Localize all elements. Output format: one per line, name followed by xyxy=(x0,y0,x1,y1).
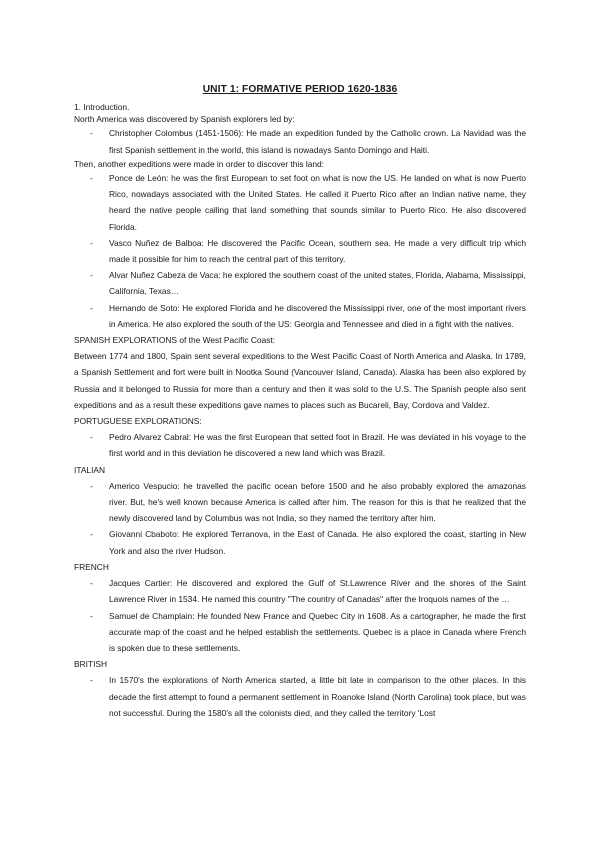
section-heading-portuguese: PORTUGUESE EXPLORATIONS: xyxy=(74,416,202,427)
list-item-text: Ponce de León: he was the first European to set foot on what is now the US. He landed on what is now Puerto Rico, nowadays associated with the United States. He called it Puerto Rico after an Indian native name, they heard the native people calling that land something that sounds similar to Puerto Rico. He also discovered Florida. xyxy=(109,173,526,232)
list-item xyxy=(74,170,526,235)
section-heading-italian: ITALIAN xyxy=(74,464,106,475)
bullet-dash: - xyxy=(90,128,93,139)
bullet-dash: - xyxy=(90,675,93,686)
bullet-dash: - xyxy=(90,270,93,281)
list-item-text: Vasco Nuñez de Balboa: He discovered the Pacific Ocean, southern sea. He made a very difficult trip which made it possible for him to reach the central part of this territory. xyxy=(109,237,526,265)
bullet-dash: - xyxy=(90,302,93,313)
list-item xyxy=(74,300,526,332)
section-heading-introduction: 1. Introduction. xyxy=(74,102,130,112)
list-item-text: Christopher Colombus (1451-1506): He made an expedition funded by the Catholic crown. La Navidad was the first Spanish settlement in the world, this island is nowadays Santo Domingo and Haiti. xyxy=(109,128,526,155)
bullet-dash: - xyxy=(90,237,93,248)
list-item xyxy=(74,575,526,607)
list-item xyxy=(74,672,526,721)
list-item-text: In 1570's the explorations of North America started, a little bit late in comparison to the other places. In this decade the first attempt to found a permanent settlement in Roanoke Island (North Carolina) took place, but was not successful. During the 1580's all the colonists died, and they called the territory 'Lost xyxy=(109,675,526,718)
list-item-text: Giovanni Cbaboto: He explored Terranova, in the East of Canada. He also explored the coast, starting in New York and also the river Hudson. xyxy=(109,529,526,556)
bullet-dash: - xyxy=(90,529,93,540)
bullet-dash: - xyxy=(90,578,93,589)
list-item xyxy=(74,235,526,267)
list-item xyxy=(74,478,526,527)
list-item xyxy=(74,608,526,657)
document-title: UNIT 1: FORMATIVE PERIOD 1620-1836 xyxy=(202,84,398,95)
list-item-text: Hernando de Soto: He explored Florida and he discovered the Mississippi river, one of the most important rivers in America. He also explored the south of the US: Georgia and Tennessee and died in a fight with the natives. xyxy=(109,302,526,329)
bullet-dash: - xyxy=(90,173,93,184)
list-item xyxy=(74,125,526,157)
paragraph-then: Then, another expeditions were made in order to discover this land: xyxy=(74,158,324,169)
list-item-text: Alvar Nuñez Cabeza de Vaca: he explored the southern coast of the united states, Florida, Alabama, Mississippi, California, Texas… xyxy=(109,270,526,297)
list-item-text: Americo Vespucio: he travelled the pacific ocean before 1500 and he also probably explored the amazonas river. But, he's well known because America is called after him. The reason for this is that he realized that the newly discovered land by Columbus was not India, so they named the territory after him. xyxy=(109,480,526,524)
list-item-text: Pedro Alvarez Cabral: He was the first European that setted foot in Brazil. He was deviated in his voyage to the first world and in this deviation he discovered a new land which was Brazil. xyxy=(109,432,526,459)
bullet-dash: - xyxy=(90,480,93,491)
section-heading-british: BRITISH xyxy=(74,659,108,670)
section-heading-french: FRENCH xyxy=(74,561,109,572)
bullet-dash: - xyxy=(90,610,93,621)
list-item xyxy=(74,526,526,558)
paragraph-spanish-pacific: Between 1774 and 1800, Spain sent several expeditions to the West Pacific Coast of North America and Alaska. In 1789, a Spanish Settlement and fort were built in Nootka Sound (Vancouver Island, Canada). Alaska has been also explored by Russia and it belonged to Russia for more than a century and then it was sold to the U.S. The Spanish people also sent expeditions and as a result these expeditions gave names to places such as Bucareli, Bay, Cordova and Valdez. xyxy=(74,351,526,410)
list-item-text: Samuel de Champlain: He founded New France and Quebec City in 1608. As a cartographer, he made the first accurate map of the coast and he helped establish the settlements. Quebec is a place in Canada where French is spoken due to these settlements. xyxy=(109,610,526,653)
intro-text: North America was discovered by Spanish explorers led by: xyxy=(74,114,295,125)
list-item-text: Jacques Cartier: He discovered and explored the Gulf of St.Lawrence River and the shores of the Saint Lawrence River in 1534. He named this country "The country of Canadas" after the Iroquois names of the … xyxy=(109,578,526,605)
section-heading-spanish-pacific: SPANISH EXPLORATIONS of the West Pacific Coast: xyxy=(74,335,276,346)
list-item xyxy=(74,267,526,299)
bullet-dash: - xyxy=(90,432,93,443)
list-item xyxy=(74,429,526,461)
